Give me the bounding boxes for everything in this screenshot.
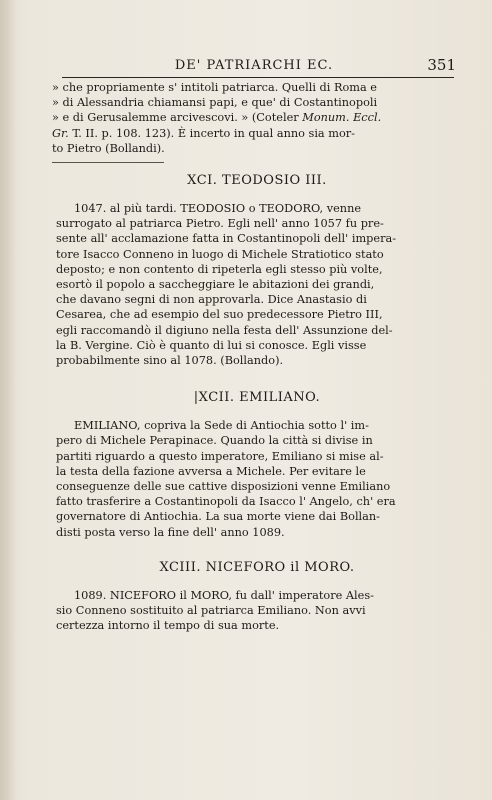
text-line: fatto trasferire a Costantinopoli da Isacco l' Angelo, ch' era	[56, 495, 396, 509]
text-line: la testa della fazione avversa a Michele. Per evitare le	[56, 464, 366, 478]
text-line: deposto; e non contento di ripeterla egli stesso più volte,	[56, 262, 383, 276]
section-title: XCIII. NICEFORO il MORO.	[159, 559, 355, 575]
text-line: sio Conneno sostituito al patriarca Emiliano. Non avvi	[56, 604, 366, 618]
text-line: 1047. al più tardi. TEODOSIO o TEODORO, venne	[74, 202, 362, 216]
section-xci	[56, 173, 458, 368]
section-title: XCI. TEODOSIO III.	[187, 173, 327, 189]
text-line	[52, 110, 458, 125]
running-title: DE' PATRIARCHI EC.	[174, 58, 334, 73]
text-line: disti posta verso la fine dell' anno 1089.	[56, 525, 285, 539]
section-xciii	[56, 560, 458, 634]
text-span: » e di Gerusalemme arcivescovi. » (Coteler	[52, 111, 303, 125]
page-spine-shadow	[0, 0, 16, 800]
text-line: surrogato al patriarca Pietro. Egli nell' anno 1057 fu pre-	[56, 217, 384, 231]
text-span: T. II. p. 108. 123). È incerto in qual anno sia mor-	[68, 126, 355, 140]
text-line: conseguenze delle sue cattive disposizioni venne Emiliano	[56, 480, 391, 494]
text-line: pero di Michele Perapinace. Quando la città si divise in	[56, 434, 373, 448]
page-body	[52, 80, 458, 633]
text-line: egli raccomandò il digiuno nella festa dell' Assunzione del-	[56, 323, 393, 337]
text-line: tore Isacco Conneno in luogo di Michele Stratiotico stato	[56, 247, 384, 261]
text-line: » di Alessandria chiamansi papi, e que' di Costantinopoli	[52, 96, 378, 110]
citation-italic: Gr.	[52, 126, 69, 140]
text-line: 1089. NICEFORO il MORO, fu dall' imperatore Ales-	[74, 588, 374, 602]
text-line	[52, 126, 458, 141]
page-number: 351	[427, 56, 456, 74]
text-line: governatore di Antiochia. La sua morte viene dai Bollan-	[56, 510, 381, 524]
section-separator	[52, 162, 164, 163]
text-line: esortò il popolo a saccheggiare le abitazioni dei grandi,	[56, 278, 375, 292]
section-xcii	[56, 390, 458, 540]
text-line: la B. Vergine. Ciò è quanto di lui si conosce. Egli visse	[56, 338, 367, 352]
section-title: |XCII. EMILIANO.	[193, 390, 321, 406]
text-line: Cesarea, che ad esempio del suo predecessore Pietro III,	[56, 308, 383, 322]
text-line: partiti riguardo a questo imperatore, Emiliano si mise al-	[56, 449, 384, 463]
text-line: sente all' acclamazione fatta in Costantinopoli dell' impera-	[56, 232, 397, 246]
text-line: che davano segni di non approvarla. Dice Anastasio di	[56, 293, 367, 307]
citation-italic: Monum. Eccl.	[302, 111, 382, 125]
text-line: » che propriamente s' intitoli patriarca. Quelli di Roma e	[52, 81, 377, 94]
header-rule	[62, 77, 454, 78]
text-line: to Pietro (Bollandi).	[52, 141, 165, 155]
text-line: EMILIANO, copriva la Sede di Antiochia sotto l' im-	[74, 419, 369, 433]
page-header	[44, 55, 464, 77]
text-line: probabilmente sino al 1078. (Bollando).	[56, 354, 284, 368]
intro-paragraph	[52, 80, 458, 156]
text-line: certezza intorno il tempo di sua morte.	[56, 619, 280, 633]
